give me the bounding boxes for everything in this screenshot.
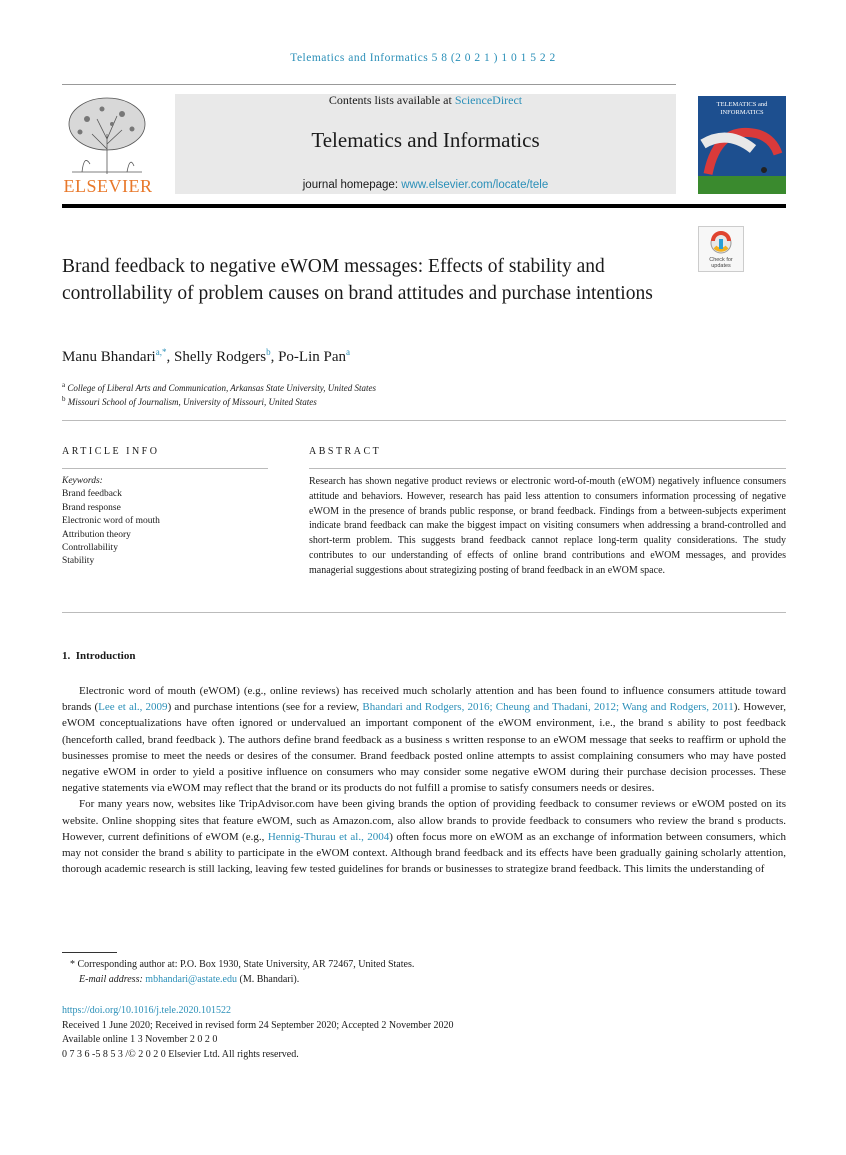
- author-separator: ,: [270, 349, 279, 365]
- top-rule: [62, 84, 676, 85]
- author-affil-marker[interactable]: a: [346, 347, 350, 357]
- sciencedirect-link[interactable]: ScienceDirect: [454, 93, 523, 107]
- section-title: Introduction: [75, 650, 136, 662]
- keyword: Brand response: [62, 502, 121, 513]
- journal-cover-image[interactable]: [698, 84, 786, 194]
- keywords-label: Keywords:: [62, 476, 103, 486]
- keyword: Stability: [62, 556, 95, 567]
- available-online: Available online 1 3 November 2 0 2 0: [62, 1034, 218, 1045]
- citation-link[interactable]: Hennig-Thurau et al., 2004: [267, 830, 390, 843]
- copyright: 0 7 3 6 -5 8 5 3 /© 2 0 2 0 Elsevier Ltd. All rights reserved.: [62, 1048, 299, 1060]
- divider: [62, 612, 786, 613]
- abstract-heading: ABSTRACT: [309, 446, 382, 457]
- citation-link[interactable]: Bhandari and Rodgers, 2016; Cheung and Thadani, 2012; Wang and Rodgers, 2011: [362, 701, 734, 714]
- contents-line: [175, 93, 676, 108]
- homepage-link[interactable]: www.elsevier.com/locate/tele: [401, 179, 549, 191]
- divider: [62, 420, 786, 421]
- homepage-line: [175, 179, 676, 191]
- paragraph: [62, 683, 786, 796]
- affiliation-key: a: [62, 381, 66, 389]
- divider: [309, 468, 786, 469]
- journal-reference[interactable]: Telematics and Informatics 5 8 (2 0 2 1 ) 1 0 1 5 2 2: [290, 52, 556, 64]
- svg-text:TELEMATICS and: TELEMATICS and: [716, 101, 768, 108]
- body-text: [62, 683, 786, 877]
- svg-text:INFORMATICS: INFORMATICS: [720, 109, 764, 116]
- keyword: Controllability: [62, 543, 118, 554]
- corresponding-author-marker[interactable]: *: [161, 347, 167, 357]
- article-meta: [62, 1004, 454, 1062]
- text-run: ) and purchase intentions (see for a review,: [167, 701, 363, 714]
- header-divider: [62, 204, 786, 208]
- section-heading: [62, 650, 135, 662]
- journal-name: Telematics and Informatics: [311, 128, 540, 152]
- text-run: Electronic word of mouth (eWOM) (e.g., online reviews) has received much scholarly attention and has been found to influence consumers attitude toward brands (: [62, 685, 786, 714]
- article-info-heading: ARTICLE INFO: [62, 446, 160, 457]
- citation-link[interactable]: Lee et al., 2009: [98, 701, 168, 714]
- email-line: [62, 972, 414, 987]
- text-run: ). However, eWOM conceptualizations have often ignored or undervalued an important component of the eWOM environment, i.e., the brand s ability to post feedback (henceforth called, brand feedback ). The authors define brand feedback as a business s written response to an eWOM message that seeks to reaffirm or uphold the businesses promise to meet the needs or desires of the consumer. Brand feedback posted online attempts to assist complaining consumers who may have posted negative eWOM in order to yield a positive influence on consumers who may consider some negative eWOM during their purchase decision processes. These negative statements via eWOM may reflect that the brand or its products do not fulfill a promise to satisfy consumers needs or desires.: [62, 701, 786, 795]
- footnote-rule: [62, 952, 117, 953]
- affiliation-text: Missouri School of Journalism, University of Missouri, United States: [67, 397, 317, 407]
- article-title: Brand feedback to negative eWOM messages: Effects of stability and controllability of problem causes on brand attitudes and purchase intentions: [62, 256, 653, 304]
- email-label: E-mail address:: [79, 974, 146, 985]
- keyword: Attribution theory: [62, 529, 131, 540]
- footnote-marker: *: [70, 959, 75, 970]
- keyword: Brand feedback: [62, 489, 122, 500]
- author-name: Po-Lin Pan: [278, 349, 346, 365]
- crossmark-label-2: updates: [711, 263, 731, 269]
- author-list: [62, 347, 350, 366]
- text-run: ) often focus more on eWOM as an exchange of information between consumers, which may not consider the brand s ability to participate in the eWOM context. Although brand feedback and its effects have been gradually gaining scholarly attention, thorough academic research is still lacking, leaving few tested guidelines for brands or businesses to strategize brand feedback. This limits the understanding of: [62, 830, 786, 876]
- homepage-prefix: journal homepage:: [302, 179, 402, 191]
- paragraph: [62, 796, 786, 877]
- received-dates: Received 1 June 2020; Received in revised form 24 September 2020; Accepted 2 November 2020: [62, 1019, 454, 1031]
- email-link[interactable]: mbhandari@astate.edu: [145, 974, 237, 985]
- doi-link[interactable]: https://doi.org/10.1016/j.tele.2020.101522: [62, 1005, 231, 1016]
- abstract-text: Research has shown negative product reviews or electronic word-of-mouth (eWOM) negatively influence consumers attitude and behaviors. However, research has paid less attention to consumers information processing of negative eWOM in the presence of brands public response, or brand feedback. Findings from a between-subjects experiment indicate brand feedback can make the biggest impact on visiting consumers when addressing a brand-controlled and short-term problem. This suggests brand feedback cannot replace long-term quality considerations. The study contributes to our understanding of effects of online brand contributions and eWOM messages, and provides managerial suggestions about strategizing posting of brand feedback in an eWOM space.: [309, 476, 786, 576]
- author-name: Shelly Rodgers: [173, 349, 267, 365]
- crossmark-label-1: Check for: [709, 257, 733, 263]
- author-affil-marker[interactable]: a,: [155, 347, 162, 357]
- affiliation-a: [62, 381, 376, 393]
- affiliation-b: [62, 395, 317, 407]
- author-affil-marker[interactable]: b: [266, 347, 271, 357]
- section-number: 1.: [62, 650, 71, 662]
- keyword: Electronic word of mouth: [62, 516, 160, 527]
- check-for-updates-badge[interactable]: [698, 226, 744, 272]
- divider: [62, 468, 268, 469]
- footnote: [62, 957, 414, 987]
- affiliation-text: College of Liberal Arts and Communication, Arkansas State University, United States: [67, 383, 377, 393]
- keywords-list: [62, 475, 272, 569]
- author-name: Manu Bhandari: [62, 349, 156, 365]
- contents-prefix: Contents lists available at: [328, 93, 455, 107]
- affiliation-key: b: [62, 395, 66, 403]
- author-separator: ,: [166, 349, 174, 365]
- publisher-name: ELSEVIER: [63, 176, 153, 196]
- text-run: For many years now, websites like TripAdvisor.com have been giving brands the option of providing feedback to consumer reviews or eWOM posted on its website. Online shopping sites that feature eWOM, such as Amazon.com, also allow brands to provide feedback to consumers who review the brand s products. However, current definitions of eWOM (e.g.,: [62, 798, 786, 843]
- email-suffix: (M. Bhandari).: [236, 974, 300, 985]
- corresponding-author-note: [62, 957, 414, 972]
- footnote-text: Corresponding author at: P.O. Box 1930, State University, AR 72467, United States.: [75, 959, 415, 970]
